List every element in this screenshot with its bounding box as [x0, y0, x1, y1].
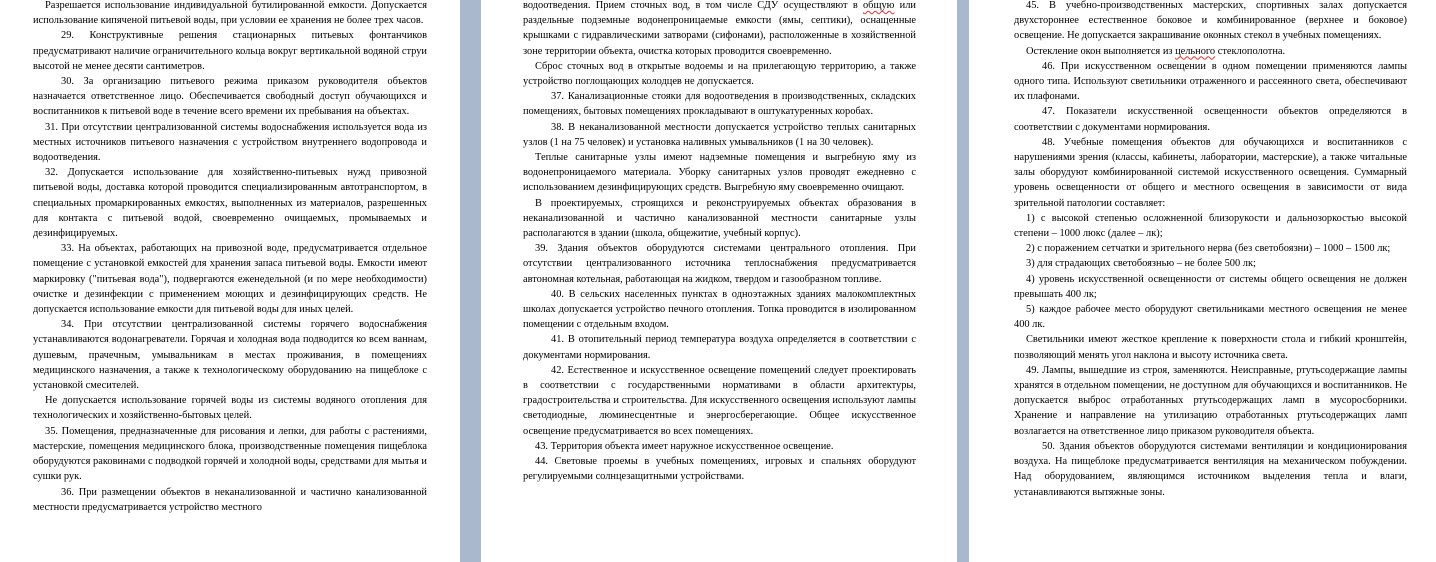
- text-run: или раздельные подземные водонепроницаемые емкости (ямы, септики), оснащенные крышками с гидравлическими затворами (сифонами), расположенные в хозяйственной зоне территории объекта, очистка которых проводится своевременно.: [523, 0, 916, 57]
- list-item: 2) с поражением сетчатки и зрительного нерва (без светобоязни) – 1000 – 1500 лк;: [1026, 243, 1391, 255]
- paragraph: 48. Учебные помещения объектов для обучающихся и воспитанников с нарушениями зрения (классы, кабинеты, лаборатории, мастерские), а также читальные залы оборудуют комбинированной системой искусственного освещения. Суммарный уровень освещенности от общего и местного освещения в зависимости от вида зрительной патологии составляет:: [1014, 136, 1407, 209]
- paragraph: Теплые санитарные узлы имеют надземные помещения и выгребную яму из водонепроницаемого материала. Уборку санитарных узлов проводят ежедневно с использованием дезинфицирующих средств. Выгребную яму своевременно очищают.: [523, 152, 916, 194]
- paragraph: Светильники имеют жесткое крепление к поверхности стола и гибкий кронштейн, позволяющий менять угол наклона и высоту источника света.: [1014, 334, 1407, 361]
- paragraph: 45. В учебно-производственных мастерских, спортивных залах допускается двухстороннее естественное боковое и комбинированное (верхнее и боковое) освещение. Не допускается закрашивание оконных стекол в учебных помещениях.: [1014, 0, 1407, 42]
- paragraph: 38. В неканализованной местности допускается устройство теплых санитарных узлов (1 на 75 человек) и установка наливных умывальников (1 на 30 человек).: [523, 121, 916, 148]
- paragraph: 43. Территория объекта имеет наружное искусственное освещение.: [535, 440, 834, 452]
- text-run: Остекление окон выполняется из: [1026, 45, 1176, 57]
- paragraph: 39. Здания объектов оборудуются системами центрального отопления. При отсутствии централизованного источника теплоснабжения предусматривается автономная котельная, работающая на жидком, твердом и газообразном топливе.: [523, 243, 916, 285]
- paragraph: 34. При отсутствии централизованной системы горячего водоснабжения устанавливаются водонагреватели. Горячая и холодная вода подводится ко всем ваннам, душевым, прачечным, умывальникам в местах проживания, в помещениях медицинского назначения, а также к технологическому оборудованию на пищеблоке с установкой смесителей.: [33, 319, 427, 392]
- paragraph: 33. На объектах, работающих на привозной воде, предусматривается отдельное помещение с установкой емкостей для хранения запаса питьевой воды. Емкости имеют маркировку ("питьевая вода"), подвергаются еженедельной (и по мере необходимости) очистке и дезинфекции с применением моющих и дезинфицирующих средств. Не допускается использование емкости для питьевой воды для иных целей.: [33, 243, 427, 316]
- page-1-text-column: [33, 0, 427, 515]
- paragraph: Разрешается использование индивидуальной бутилированной емкости. Допускается использование кипяченой питьевой воды, при условии ее хранения не более трех часов.: [33, 0, 427, 27]
- spellcheck-word[interactable]: общую: [862, 0, 895, 11]
- list-item: 5) каждое рабочее место оборудуют светильниками местного освещения не менее 400 лк.: [1014, 304, 1407, 331]
- document-page-3[interactable]: [969, 0, 1436, 562]
- paragraph: 47. Показатели искусственной освещенности объектов определяются в соответствии с документами нормирования.: [1014, 106, 1407, 133]
- paragraph: 30. За организацию питьевого режима приказом руководителя объектов назначается ответственное лицо. Обеспечивается свободный доступ обучающихся и воспитанников к питьевой воде в течение всего времени их пребывания на объектах.: [33, 76, 427, 118]
- paragraph: 46. При искусственном освещении в одном помещении применяются лампы одного типа. Используют светильники отраженного и рассеянного света, обеспечивают их плафонами.: [1014, 60, 1407, 103]
- paragraph: 50. Здания объектов оборудуются системами вентиляции и кондиционирования воздуха. На пищеблоке предусматривается вентиляция на механическом побуждении. Над оборудованием, являющимся источником выделения тепла и влаги, устанавливаются вытяжные зоны.: [1014, 440, 1407, 498]
- page-3-text-column: [1014, 0, 1407, 500]
- text-run: водоотведения. Прием сточных вод, в том числе СДУ осуществляют в: [523, 0, 863, 11]
- document-page-1[interactable]: [0, 0, 460, 562]
- paragraph: Не допускается использование горячей воды из системы водяного отопления для технологических и хозяйственно-бытовых целей.: [33, 395, 427, 422]
- paragraph: 44. Световые проемы в учебных помещениях, игровых и спальнях оборудуют регулируемыми солнцезащитными устройствами.: [523, 456, 916, 483]
- spellcheck-word[interactable]: цельного: [1175, 45, 1216, 57]
- paragraph: [1014, 44, 1407, 59]
- list-item: 1) с высокой степенью осложненной близорукости и дальнозоркостью высокой степени – 1000 люкс (далее – лк);: [1014, 212, 1407, 240]
- paragraph: 41. В отопительный период температура воздуха определяется в соответствии с документами нормирования.: [523, 334, 916, 361]
- paragraph: 49. Лампы, вышедшие из строя, заменяются. Неисправные, ртутьсодержащие лампы хранятся в отдельном помещении, не доступном для обучающихся и воспитанников. Не допускается выброс отработанных ртутьсодержащих ламп в мусоросборники. Хранение и направление на утилизацию отработанных ртутьсодержащих ламп возлагается на ответственное лицо приказом руководителя объекта.: [1014, 364, 1407, 437]
- document-page-2[interactable]: [481, 0, 957, 562]
- paragraph: В проектируемых, строящихся и реконструируемых объектах образования в неканализованной и частично канализованной местности санитарные узлы располагаются в здании (школа, общежитие, учебный корпус).: [523, 197, 916, 240]
- paragraph: [523, 0, 916, 59]
- paragraph: 36. При размещении объектов в неканализованной и частично канализованной местности предусматривается устройство местного: [33, 486, 427, 513]
- paragraph: 40. В сельских населенных пунктах в одноэтажных зданиях малокомплектных школах допускается устройство печного отопления. Топка проводится в изолированном помещении с отдельным входом.: [523, 288, 916, 331]
- paragraph: 29. Конструктивные решения стационарных питьевых фонтанчиков предусматривают наличие ограничительного кольца вокруг вертикальной водяной струи высотой не менее десяти сантиметров.: [33, 30, 427, 72]
- paragraph: 37. Канализационные стояки для водоотведения в производственных, складских помещениях, бытовых помещениях прокладывают в оштукатуренных коробах.: [523, 91, 916, 118]
- paragraph: 31. При отсутствии централизованной системы водоснабжения используется вода из местных источников питьевого назначения с устройством внутреннего водопровода и водоотведения.: [33, 121, 427, 164]
- list-item: 3) для страдающих светобоязнью – не более 500 лк;: [1026, 258, 1256, 270]
- paragraph: 42. Естественное и искусственное освещение помещений следует проектировать в соответствии с государственными нормативами в области архитектуры, градостроительства и строительства. Для искусственного освещения используют лампы светодиодные, люминесцентные и энергосберегающие. Общее искусственное освещение предусматривается во всех помещениях.: [523, 364, 916, 437]
- paragraph: Сброс сточных вод в открытые водоемы и на прилегающую территорию, а также устройство поглощающих колодцев не допускается.: [523, 60, 916, 88]
- paragraph: 32. Допускается использование для хозяйственно-питьевых нужд привозной питьевой воды, доставка которой проводится специализированным автотранспортом, в специальных промаркированных емкостях, выполненных из материалов, разрешенных для контакта с питьевой водой, своевременно очищаемых, промываемых и дезинфицируемых.: [33, 167, 427, 240]
- text-run: стеклополотна.: [1215, 45, 1286, 57]
- paragraph: 35. Помещения, предназначенные для рисования и лепки, для работы с растениями, мастерские, помещения медицинского блока, производственные помещения пищеблока оборудуются раковинами с подводкой горячей и холодной воды, средствами для мытья и сушки рук.: [33, 425, 427, 483]
- page-2-text-column: [523, 0, 916, 485]
- list-item: 4) уровень искусственной освещенности от системы общего освещения не должен превышать 400 лк;: [1014, 273, 1407, 300]
